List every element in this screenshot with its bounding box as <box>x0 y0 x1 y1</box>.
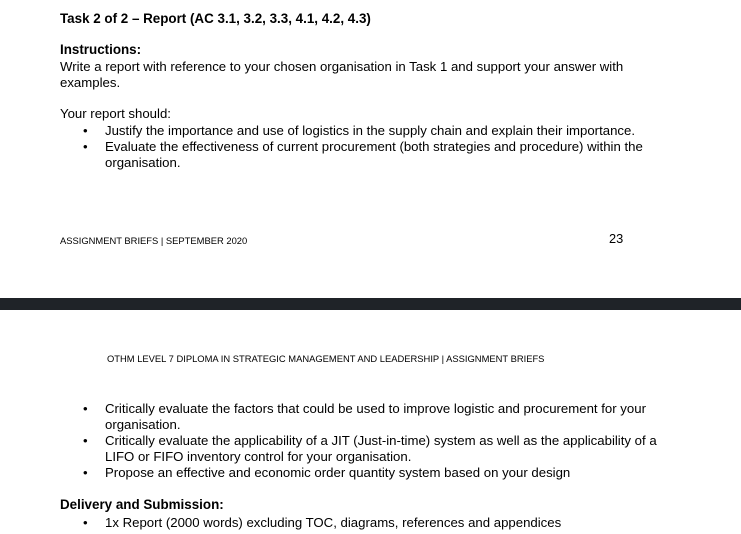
delivery-list <box>60 515 660 531</box>
report-intro: Your report should: <box>60 106 171 121</box>
bullet-icon: • <box>83 139 88 154</box>
bullet-icon: • <box>83 123 88 138</box>
list-item: • 1x Report (2000 words) excluding TOC, diagrams, references and appendices <box>83 515 562 530</box>
task-title: Task 2 of 2 – Report (AC 3.1, 3.2, 3.3, 4.1, 4.2, 4.3) <box>60 11 371 26</box>
instructions-heading: Instructions: <box>60 42 142 57</box>
list-item: • Critically evaluate the factors that could be used to improve logistic and procurement for your organisation. <box>83 401 646 432</box>
delivery-heading: Delivery and Submission: <box>60 497 224 512</box>
page-divider <box>0 298 741 310</box>
page-number: 23 <box>609 231 624 246</box>
bullet-icon: • <box>83 433 88 448</box>
bullet-icon: • <box>83 465 88 480</box>
page-header: OTHM LEVEL 7 DIPLOMA IN STRATEGIC MANAGEMENT AND LEADERSHIP | ASSIGNMENT BRIEFS <box>107 353 545 364</box>
list-item: • Justify the importance and use of logistics in the supply chain and explain their importance. <box>83 123 635 138</box>
list-item: • Evaluate the effectiveness of current procurement (both strategies and procedure) within the organisation. <box>83 139 643 170</box>
report-requirements-list <box>60 123 660 171</box>
instructions-text: Write a report with reference to your chosen organisation in Task 1 and support your answer with examples. <box>60 59 624 90</box>
list-item: • Critically evaluate the applicability of a JIT (Just-in-time) system as well as the applicability of a LIFO or FIFO inventory control for your organisation. <box>83 433 657 464</box>
bullet-icon: • <box>83 401 88 416</box>
bullet-icon: • <box>83 515 88 530</box>
list-item: • Propose an effective and economic order quantity system based on your design <box>83 465 571 480</box>
report-requirements-list-continued <box>60 401 660 481</box>
page-footer: ASSIGNMENT BRIEFS | SEPTEMBER 2020 <box>60 235 248 246</box>
